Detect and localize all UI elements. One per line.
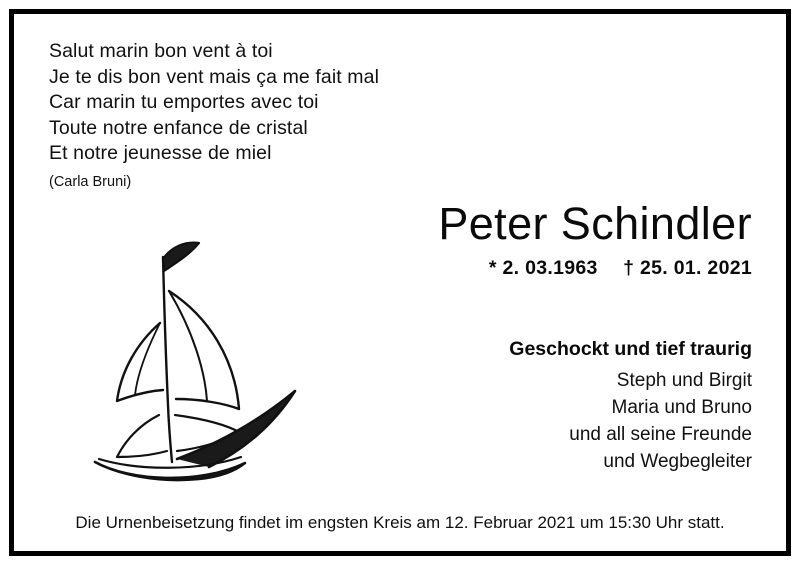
death-date: 25. 01. 2021 [639,257,752,279]
poem-line: Toute notre enfance de cristal [49,116,308,139]
card-inner [14,14,786,551]
life-dates [282,257,752,280]
funeral-details: Die Urnenbeisetzung findet im engsten Kreis am 12. Februar 2021 um 15:30 Uhr statt. [75,513,725,532]
mourner-line: und Wegbegleiter [603,451,752,472]
poem-block [49,39,469,193]
sailing-ship-icon [59,219,319,484]
poem-line: Je te dis bon vent mais ça me fait mal [49,65,380,88]
poem-line: Car marin tu emportes avec toi [49,91,319,113]
poem-line: Et notre jeunesse de miel [49,142,272,164]
name-block [282,199,752,280]
mourner-line: Steph und Birgit [616,370,752,391]
birth-symbol: * [488,257,497,279]
mourners-block [282,336,752,475]
birth-date: 2. 03.1963 [502,257,598,279]
poem-attribution: (Carla Bruni) [49,173,132,190]
poem-line: Salut marin bon vent à toi [49,40,273,62]
page-title: Peter Schindler [438,198,752,249]
death-symbol: † [623,257,635,279]
mourner-line: und all seine Freunde [569,424,752,445]
mourners-heading: Geschockt und tief traurig [509,338,752,360]
mourner-line: Maria und Bruno [611,397,752,418]
